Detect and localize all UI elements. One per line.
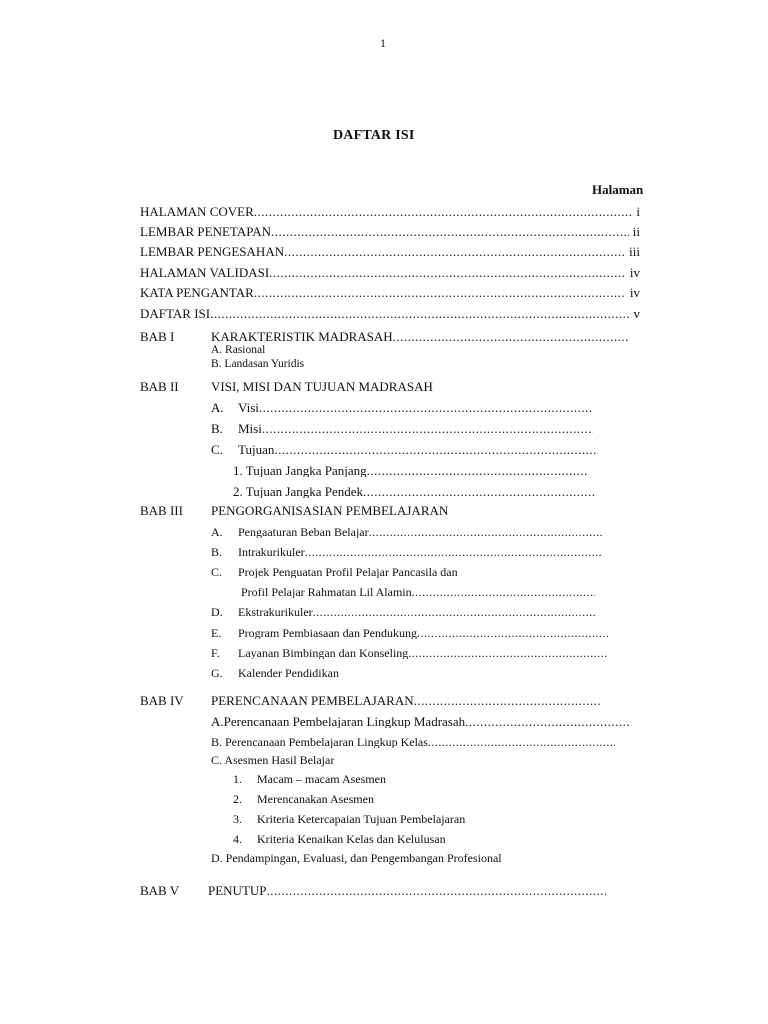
- toc-subsubitem[interactable]: Macam – macam Asesmen: [257, 772, 386, 786]
- toc-entry-label: LEMBAR PENETAPAN: [140, 225, 272, 238]
- toc-subitem[interactable]: A. Rasional: [211, 344, 266, 356]
- toc-entry-daftar-isi[interactable]: [140, 307, 640, 320]
- toc-entry-label: Misi: [238, 422, 262, 435]
- toc-subitem[interactable]: [211, 667, 511, 679]
- leader-dots: [414, 694, 601, 707]
- toc-chapter-title[interactable]: PENGORGANISASIAN PEMBELAJARAN: [211, 503, 449, 518]
- leader-dots: [269, 266, 626, 279]
- toc-subsubitem[interactable]: Kriteria Ketercapaian Tujuan Pembelajaran: [257, 812, 466, 826]
- toc-subitem-continued[interactable]: [241, 586, 595, 598]
- toc-subsubitem-number: 3.: [233, 812, 242, 826]
- toc-entry-label: Visi: [238, 401, 259, 414]
- toc-entry-halaman-cover[interactable]: [140, 205, 640, 218]
- toc-subsubitem[interactable]: Merencanakan Asesmen: [257, 792, 374, 806]
- toc-page-number: iv: [629, 266, 640, 279]
- toc-subitem[interactable]: [211, 627, 608, 639]
- leader-dots: [367, 464, 589, 477]
- toc-entry-label: PENUTUP: [208, 884, 267, 897]
- leader-dots: [254, 205, 633, 218]
- toc-entry-label: Program Pembiasaan dan Pendukung: [238, 627, 417, 639]
- toc-item-letter: A.: [211, 526, 223, 538]
- leader-dots: [262, 422, 593, 435]
- leader-dots: [259, 401, 593, 414]
- toc-entry-kata-pengantar[interactable]: [140, 286, 640, 299]
- toc-subitem[interactable]: [211, 606, 595, 618]
- leader-dots: [274, 443, 598, 456]
- toc-entry-label: Pengaaturan Beban Belajar: [238, 526, 369, 538]
- toc-entry-lembar-penetapan[interactable]: [140, 225, 640, 238]
- leader-dots: [369, 526, 603, 538]
- toc-page-number: v: [633, 307, 640, 320]
- toc-subsubitem[interactable]: [233, 485, 596, 498]
- leader-dots: [363, 485, 596, 498]
- leader-dots: [313, 606, 595, 618]
- toc-subsubitem[interactable]: [233, 464, 589, 477]
- toc-item-letter: B.: [211, 422, 223, 435]
- toc-entry-label: Ekstrakurikuler: [238, 606, 313, 618]
- toc-chapter-title[interactable]: [208, 884, 606, 897]
- chapter-number: BAB V: [140, 883, 180, 898]
- toc-item-letter: C.: [211, 443, 223, 456]
- toc-entry-label: HALAMAN COVER: [140, 205, 254, 218]
- toc-entry-label: LEMBAR PENGESAHAN: [140, 245, 285, 258]
- chapter-number: BAB I: [140, 329, 175, 344]
- toc-entry-label: Profil Pelajar Rahmatan Lil Alamin: [241, 586, 412, 598]
- toc-subitem[interactable]: [211, 715, 629, 728]
- toc-entry-label: 1. Tujuan Jangka Panjang: [233, 464, 367, 477]
- toc-subsubitem-number: 4.: [233, 832, 242, 846]
- leader-dots: [428, 736, 615, 748]
- toc-item-letter: F.: [211, 647, 220, 659]
- toc-entry-label: Tujuan: [238, 443, 275, 456]
- toc-subitem[interactable]: [211, 401, 593, 414]
- toc-subitem[interactable]: [211, 443, 598, 456]
- toc-entry-label: 2. Tujuan Jangka Pendek: [233, 485, 363, 498]
- toc-entry-label: Kalender Pendidikan: [238, 667, 339, 679]
- toc-entry-label: A.Perencanaan Pembelajaran Lingkup Madrasah: [211, 715, 466, 728]
- toc-subsubitem[interactable]: Kriteria Kenaikan Kelas dan Kelulusan: [257, 832, 446, 846]
- toc-entry-label: B. Perencanaan Pembelajaran Lingkup Kelas: [211, 736, 428, 748]
- leader-dots: [305, 546, 601, 558]
- toc-entry-label: KARAKTERISTIK MADRASAH: [211, 330, 393, 343]
- toc-subsubitem-number: 1.: [233, 772, 242, 786]
- toc-entry-halaman-validasi[interactable]: [140, 266, 640, 279]
- toc-entry-label: PERENCANAAN PEMBELAJARAN: [211, 694, 414, 707]
- toc-entry-label: Intrakurikuler: [238, 546, 305, 558]
- toc-entry-label: DAFTAR ISI: [140, 307, 211, 320]
- toc-item-letter: B.: [211, 546, 223, 558]
- toc-subitem[interactable]: C. Asesmen Hasil Belajar: [211, 753, 335, 767]
- toc-page-number: iv: [629, 286, 640, 299]
- toc-entry-label: Layanan Bimbingan dan Konseling: [238, 647, 409, 659]
- toc-entry-lembar-pengesahan[interactable]: [140, 245, 640, 258]
- toc-subitem[interactable]: [211, 736, 615, 748]
- toc-subitem[interactable]: D. Pendampingan, Evaluasi, dan Pengembangan Profesional: [211, 851, 502, 865]
- chapter-number: BAB IV: [140, 693, 184, 708]
- page-title: DAFTAR ISI: [333, 128, 415, 143]
- toc-chapter-title[interactable]: [211, 330, 629, 343]
- page-column-header: Halaman: [592, 182, 644, 197]
- toc-subitem[interactable]: [211, 566, 511, 578]
- toc-subitem[interactable]: [211, 422, 593, 435]
- toc-page-number: ii: [632, 225, 640, 238]
- leader-dots: [393, 330, 629, 343]
- chapter-number: BAB II: [140, 379, 179, 394]
- toc-subitem[interactable]: B. Landasan Yuridis: [211, 358, 305, 370]
- toc-page-number: i: [636, 205, 640, 218]
- toc-entry-label: HALAMAN VALIDASI: [140, 266, 270, 279]
- toc-subitem[interactable]: [211, 647, 607, 659]
- leader-dots: [284, 245, 625, 258]
- chapter-number: BAB III: [140, 503, 183, 518]
- toc-item-letter: E.: [211, 627, 222, 639]
- toc-entry-label: KATA PENGANTAR: [140, 286, 254, 299]
- toc-subitem[interactable]: [211, 526, 603, 538]
- leader-dots: [465, 715, 629, 728]
- page-number: 1: [380, 36, 386, 50]
- leader-dots: [210, 307, 629, 320]
- toc-entry-label: Projek Penguatan Profil Pelajar Pancasila dan: [238, 566, 458, 578]
- toc-item-letter: A.: [211, 401, 224, 414]
- leader-dots: [408, 647, 607, 659]
- leader-dots: [254, 286, 626, 299]
- toc-subitem[interactable]: [211, 546, 601, 558]
- leader-dots: [412, 586, 595, 598]
- leader-dots: [267, 884, 606, 897]
- toc-subsubitem-number: 2.: [233, 792, 242, 806]
- toc-page-number: iii: [629, 245, 640, 258]
- toc-chapter-title[interactable]: [211, 694, 601, 707]
- leader-dots: [417, 627, 608, 639]
- toc-item-letter: D.: [211, 606, 223, 618]
- toc-item-letter: G.: [211, 667, 223, 679]
- leader-dots: [271, 225, 629, 238]
- toc-chapter-title[interactable]: VISI, MISI DAN TUJUAN MADRASAH: [211, 379, 433, 394]
- toc-item-letter: C.: [211, 566, 223, 578]
